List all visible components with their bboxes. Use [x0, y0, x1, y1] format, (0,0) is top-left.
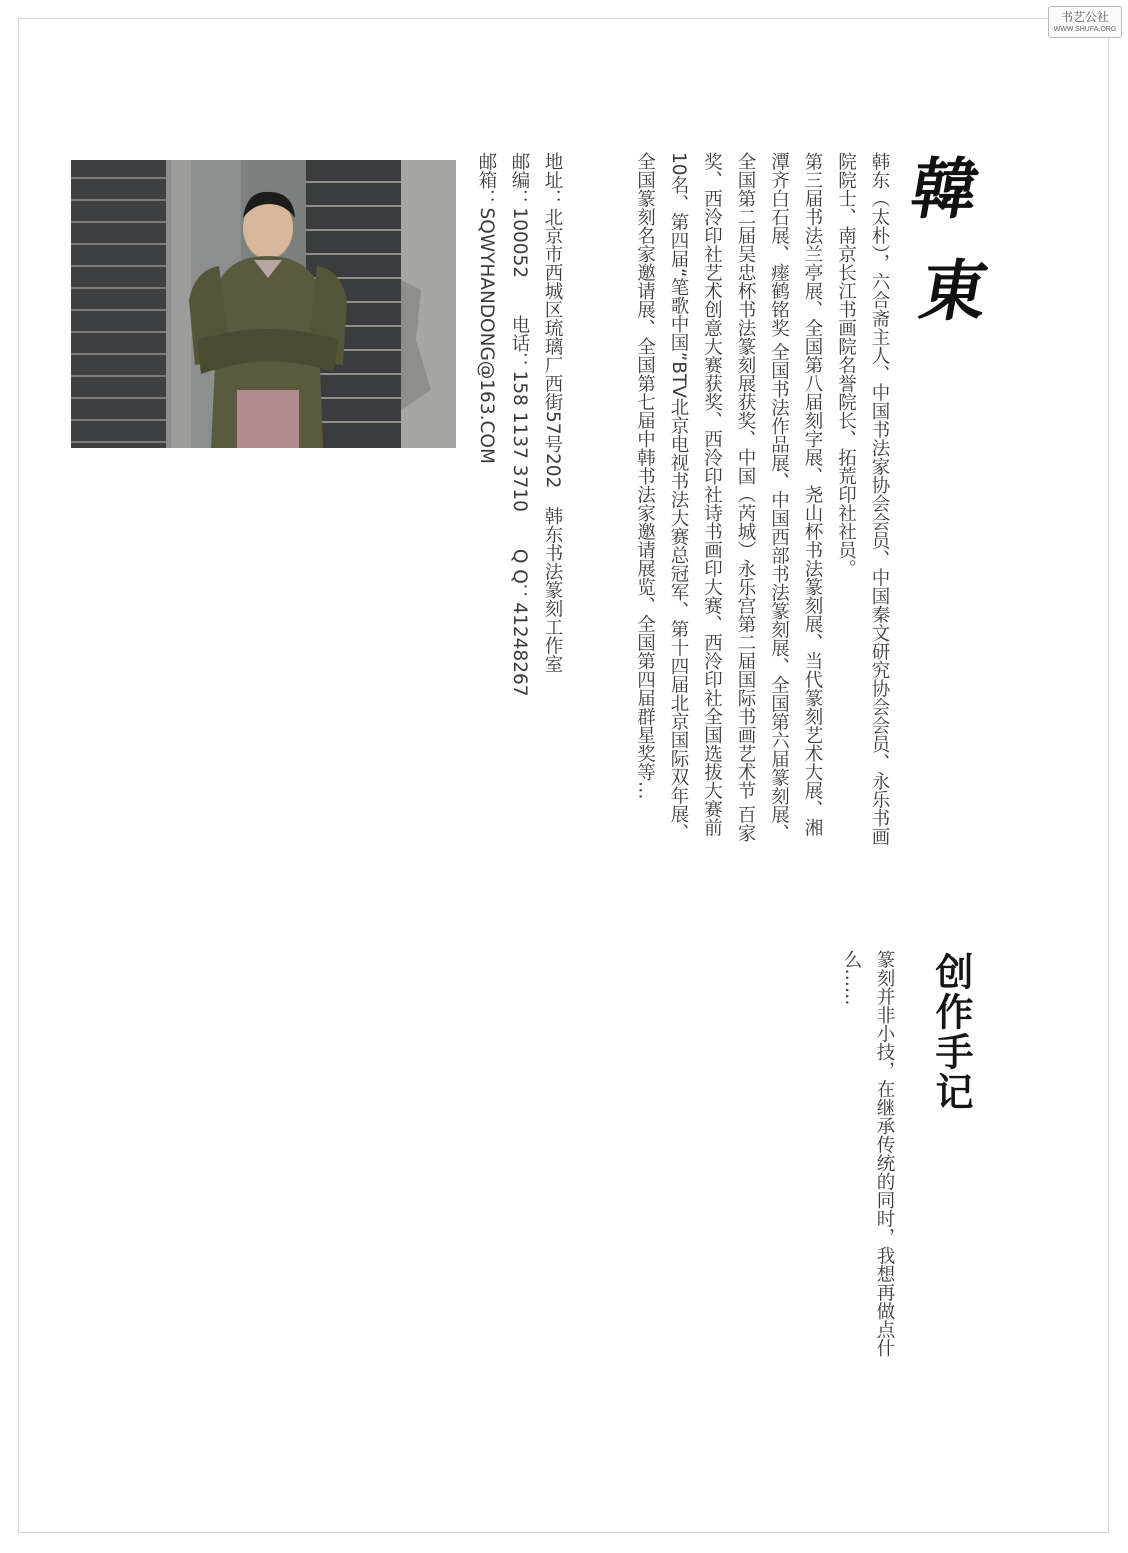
watermark-cn: 书艺公社: [1060, 10, 1109, 24]
contact-email: 邮箱：SQWYHANDONG@163.COM: [476, 152, 497, 464]
notes-title: 创作手记: [929, 952, 974, 1112]
watermark-en: WWW.SHUFA.ORG: [1053, 26, 1117, 33]
name-calligraphy-han: 韓: [905, 150, 985, 228]
bio-paragraph-1: 韩东（太朴），六合斋主人、中国书法家协会会员、中国秦文研究协会会员、永乐书画院院士、南京长江书画院名誉院长、拓荒印社社员。: [835, 152, 890, 846]
bio-paragraph-2: 第三届书法兰亭展、全国第八届刻字展、尧山杯书法篆刻展、当代篆刻艺术大展、湘潭齐白石展、瘗鹤铭奖 全国书法作品展、中国西部书法篆刻展、全国第六届篆刻展、全国第二届吴忠杯书法篆刻展获奖、中国（芮城）永乐宫第二届国际书画艺术节 百家奖、西泠印社艺术创意大赛获奖、西泠印社诗书画印大赛、西泠印社全国选拔大赛前10名、第四届“笔歌中国”BTV北京电视书法大赛总冠军、第十四届北京国际双年展、全国篆刻名家邀请展、全国第七届中韩书法家邀请展览、全国第四届群星奖等…: [634, 152, 823, 843]
site-watermark-logo: [1048, 6, 1122, 38]
artist-portrait-photo: [71, 160, 456, 448]
notes-text: [835, 950, 901, 1400]
notes-paragraph: 篆刻并非小技，在继承传统的同时，我想再做点什么……: [841, 950, 895, 1357]
contact-postcode-phone: 邮编：100052 电话：158 1137 3710 Q Q：41248267: [509, 152, 530, 697]
name-calligraphy-dong: 東: [914, 252, 994, 330]
contact-address: 地址：北京市西城区琉璃厂西街57号202 韩东书法篆刻工作室: [542, 152, 563, 674]
biography: [628, 152, 896, 852]
